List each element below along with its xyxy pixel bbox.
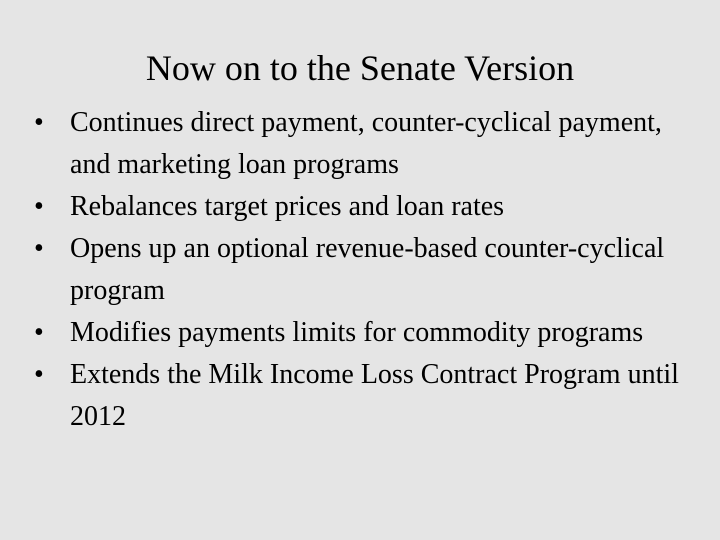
bullet-icon: •	[34, 359, 44, 390]
bullet-text: Opens up an optional revenue-based counter-cyclical program	[70, 233, 665, 306]
list-item	[34, 186, 694, 228]
bullet-icon: •	[34, 107, 44, 138]
bullet-icon: •	[34, 317, 44, 348]
bullet-text: Extends the Milk Income Loss Contract Program until 2012	[70, 359, 679, 432]
bullet-icon: •	[34, 191, 44, 222]
bullet-list	[34, 102, 694, 438]
bullet-text: Rebalances target prices and loan rates	[70, 191, 505, 222]
bullet-icon: •	[34, 233, 44, 264]
bullet-text: Continues direct payment, counter-cyclical payment, and marketing loan programs	[70, 107, 662, 180]
list-item	[34, 354, 694, 438]
list-item	[34, 312, 694, 354]
bullet-text: Modifies payments limits for commodity programs	[70, 317, 644, 348]
slide-title: Now on to the Senate Version	[145, 48, 575, 88]
list-item	[34, 102, 694, 186]
list-item	[34, 228, 694, 312]
